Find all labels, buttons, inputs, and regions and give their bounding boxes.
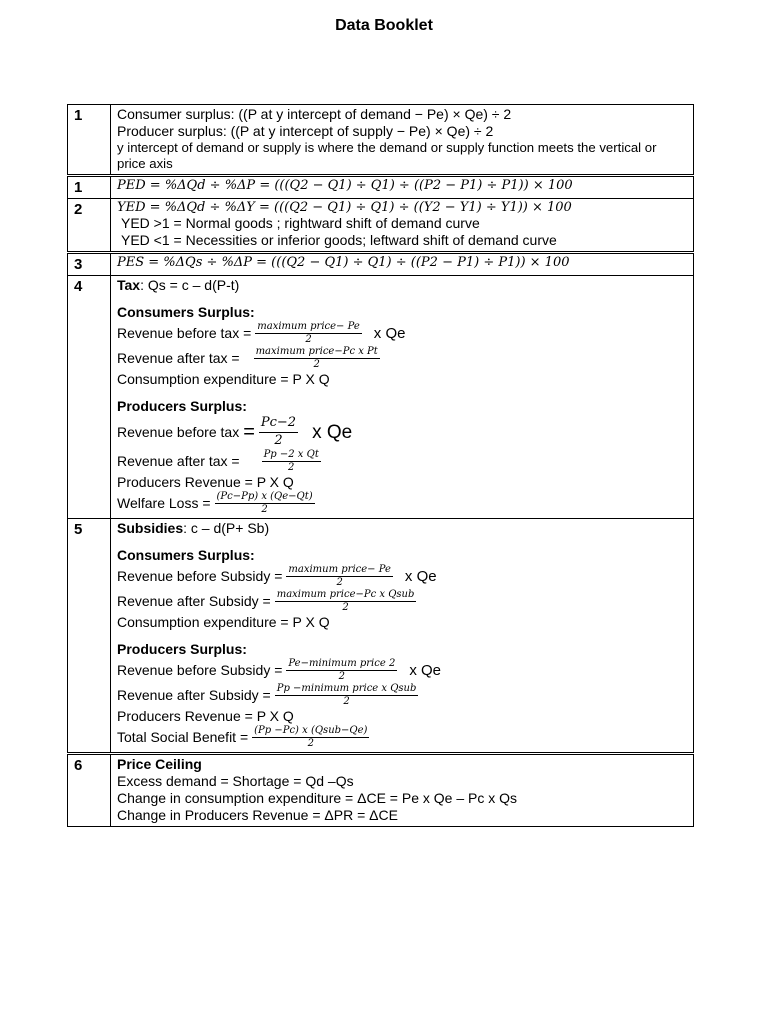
revenue-after-tax-label: Revenue after tax = [117,350,240,366]
revenue-after-tax-fraction: $\frac{\text{maximum price−Pc x Pt}}{2}$ [255,346,378,370]
total-social-benefit-fraction: $\frac{\text{(Pp −Pc) x (Qsub−Qe)}}{2}$ [254,725,368,749]
row-number: 2 [68,199,111,253]
total-social-benefit-label: Total Social Benefit = [117,729,249,745]
consumption-expenditure: Consumption expenditure = P X Q [117,371,330,387]
row-number: 4 [68,276,111,519]
pes-formula: PES = %ΔQs ÷ %ΔP = (((Q2 − Q1) ÷ Q1) ÷ ((P2 − P1) ÷ P1)) × 100 [117,255,570,270]
table-row [68,253,694,276]
revenue-before-tax-label: Revenue before tax = [117,325,252,341]
subsidies-label: Subsidies [117,520,184,536]
row-content [111,276,694,519]
table-row [68,519,694,754]
price-ceiling-heading: Price Ceiling [117,756,202,772]
ped-formula: PED = %ΔQd ÷ %ΔP = (((Q2 − Q1) ÷ Q1) ÷ ((P2 − P1) ÷ P1)) × 100 [117,178,573,193]
table-row [68,276,694,519]
subsidies-formula: : c – d(P+ Sb) [183,520,270,536]
equals-sign: = [243,420,255,443]
revenue-after-subsidy-label: Revenue after Subsidy = [117,593,271,609]
row-number: 3 [68,253,111,276]
consumers-surplus-heading: Consumers Surplus: [117,547,255,563]
tax-formula: : Qs = c – d(P-t) [140,277,240,293]
revenue-after-subsidy-fraction: $\frac{\text{maximum price−Pc x Qsub}}{2}$ [276,589,415,613]
producer-revenue-before-tax-label: Revenue before tax [117,423,240,440]
row-content [111,176,694,199]
revenue-before-subsidy-label: Revenue before Subsidy = [117,568,283,584]
row-number: 5 [68,519,111,754]
table-row [68,199,694,253]
table-row [68,754,694,827]
yed-inferior-note: YED <1 = Necessities or inferior goods; leftward shift of demand curve [121,232,557,248]
row-content [111,253,694,276]
row-number: 1 [68,176,111,199]
page-title: Data Booklet [335,17,433,34]
row-number: 1 [68,105,111,176]
producer-revenue-before-tax-fraction: $\frac{Pc-2}{2}$ [260,415,297,448]
welfare-loss-label: Welfare Loss = [117,495,211,511]
consumer-surplus-formula: Consumer surplus: ((P at y intercept of demand − Pe) × Qe) ÷ 2 [117,106,512,122]
change-consumption-expenditure: Change in consumption expenditure = ΔCE = Pe x Qe – Pc x Qs [117,790,518,806]
yed-formula: YED = %ΔQd ÷ %ΔY = (((Q2 − Q1) ÷ Q1) ÷ ((Y2 − Y1) ÷ Y1)) × 100 [117,200,572,215]
consumers-surplus-heading: Consumers Surplus: [117,304,255,320]
revenue-before-subsidy-fraction: $\frac{\text{maximum price− Pe}}{2}$ [288,564,391,588]
producers-surplus-heading: Producers Surplus: [117,641,247,657]
excess-demand-formula: Excess demand = Shortage = Qd –Qs [117,773,354,789]
row-content [111,519,694,754]
times-qe: x Qe [373,325,406,342]
row-content [111,754,694,827]
table-row [68,176,694,199]
welfare-loss-fraction: $\frac{(Pc-Pp) x (Qe-Qt)}{2}$ [216,491,313,515]
producer-surplus-formula: Producer surplus: ((P at y intercept of supply − Pe) × Qe) ÷ 2 [117,123,494,139]
producer-revenue-after-tax-fraction: $\frac{\text{Pp −2 x Qt}}{2}$ [263,449,319,473]
revenue-before-tax-fraction: $\frac{\text{maximum price− Pe}}{2}$ [257,321,360,345]
row-number: 6 [68,754,111,827]
row-content [111,199,694,253]
producer-revenue-after-subsidy-fraction: $\frac{\text{Pp −minimum price x Qsub}}{2}$ [276,683,417,707]
producer-revenue-before-subsidy-fraction: $\frac{\text{Pe−minimum price 2}}{2}$ [288,658,396,682]
tax-label: Tax [117,277,141,293]
table-row [68,105,694,176]
producers-surplus-heading: Producers Surplus: [117,398,247,414]
producers-revenue: Producers Revenue = P X Q [117,474,294,490]
producers-revenue: Producers Revenue = P X Q [117,708,294,724]
row-content [111,105,694,176]
consumption-expenditure: Consumption expenditure = P X Q [117,614,330,630]
formula-table [67,104,694,827]
intercept-note: y intercept of demand or supply is where the demand or supply function meets the vertical or price axis [117,140,657,171]
times-qe: x Qe [312,421,353,443]
producer-revenue-after-tax-label: Revenue after tax = [117,453,240,469]
producer-revenue-after-subsidy-label: Revenue after Subsidy = [117,687,271,703]
change-producers-revenue: Change in Producers Revenue = ΔPR = ΔCE [117,807,398,823]
times-qe: x Qe [409,662,441,679]
times-qe: x Qe [404,568,437,585]
producer-revenue-before-subsidy-label: Revenue before Subsidy = [117,662,283,678]
yed-normal-note: YED >1 = Normal goods ; rightward shift of demand curve [121,215,480,231]
